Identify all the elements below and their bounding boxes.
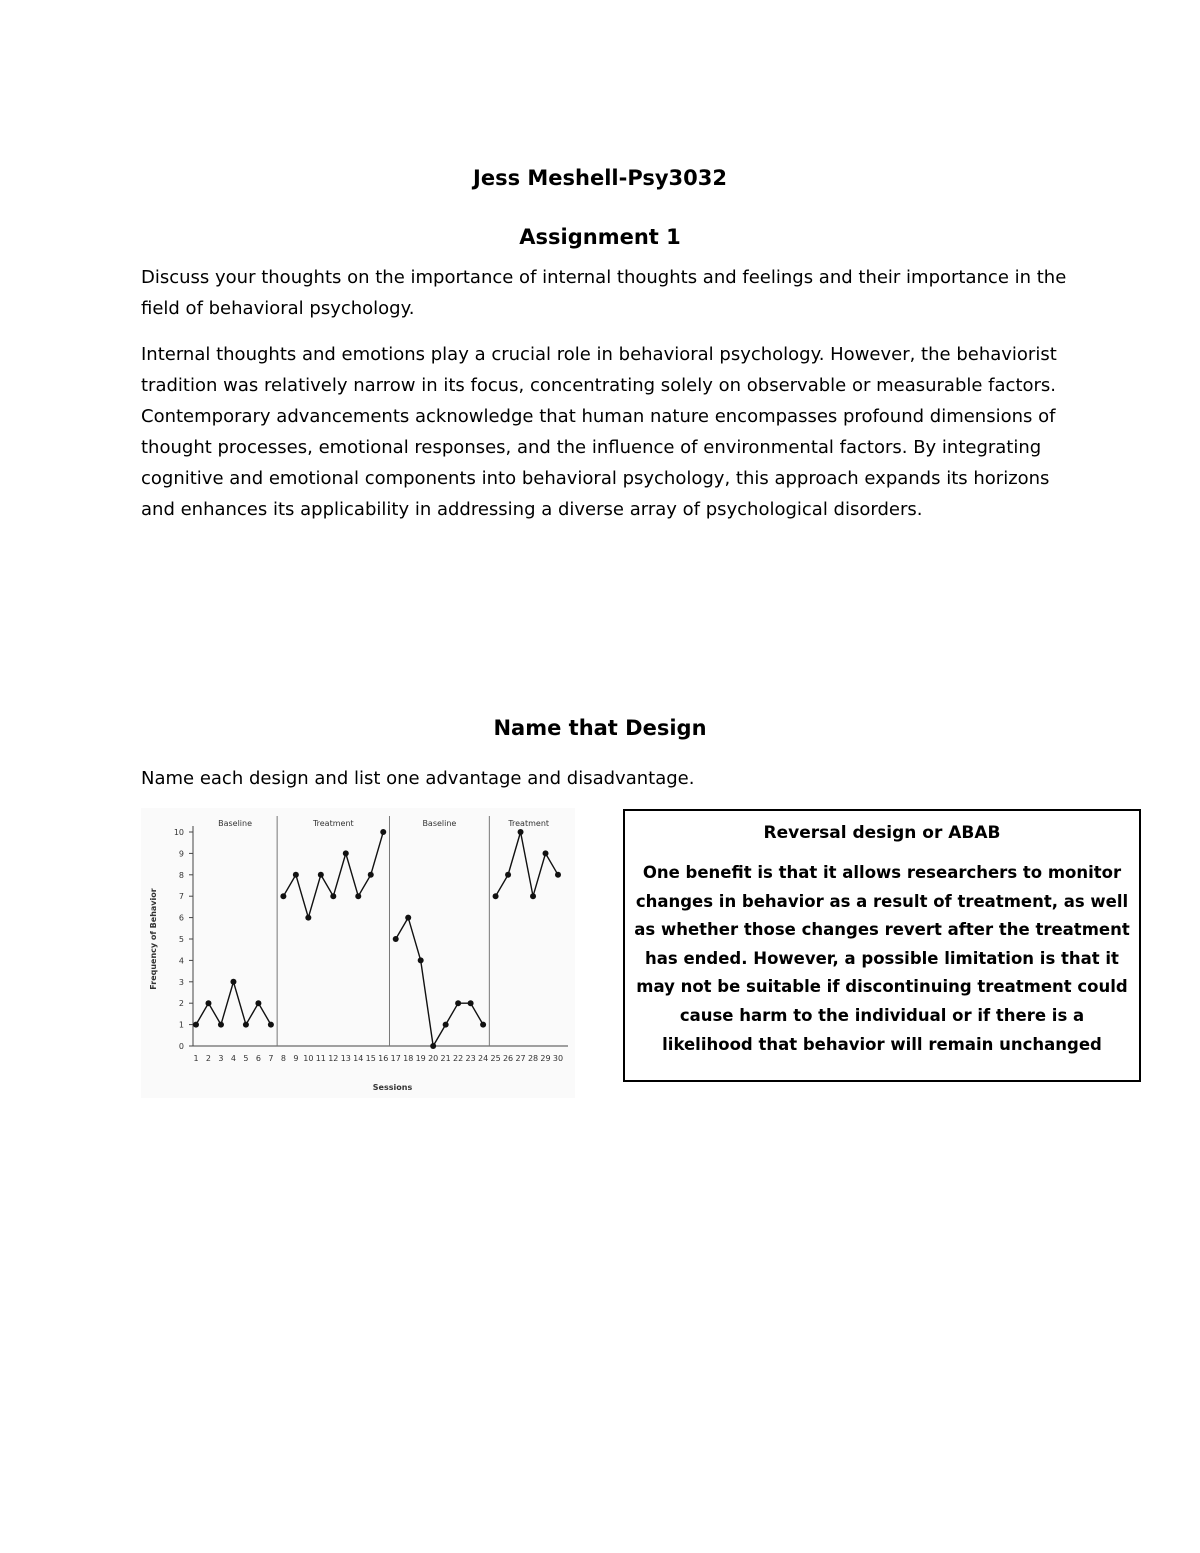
x-tick-label: 5 [243, 1054, 249, 1063]
y-tick-label: 10 [173, 828, 184, 837]
x-tick-label: 23 [465, 1054, 476, 1063]
chart-svg [141, 808, 575, 1098]
x-tick-label: 15 [365, 1054, 376, 1063]
data-point [330, 893, 336, 899]
data-point [293, 872, 299, 878]
y-tick-label: 2 [178, 999, 184, 1009]
x-tick-label: 16 [378, 1054, 389, 1063]
x-tick-label: 4 [230, 1054, 236, 1063]
x-tick-label: 29 [540, 1054, 551, 1063]
phase-series-line [396, 918, 483, 1046]
x-tick-label: 25 [490, 1054, 501, 1063]
abab-chart [141, 808, 575, 1098]
data-point [555, 872, 561, 878]
y-tick-label: 7 [178, 892, 184, 902]
data-point [193, 1022, 199, 1028]
assignment-title: Assignment 1 [519, 225, 681, 249]
data-point [393, 936, 399, 942]
x-tick-label: 18 [403, 1054, 414, 1063]
section-title: Name that Design [493, 716, 707, 740]
data-point [243, 1022, 249, 1028]
data-point [405, 915, 411, 921]
author-title: Jess Meshell-Psy3032 [473, 166, 727, 190]
x-tick-label: 17 [390, 1054, 401, 1063]
data-point [505, 872, 511, 878]
design-answer-box [623, 809, 1141, 1082]
x-tick-label: 30 [552, 1054, 564, 1063]
x-tick-label: 27 [515, 1054, 526, 1063]
data-point [305, 915, 311, 921]
x-tick-label: 19 [415, 1054, 426, 1063]
x-tick-label: 6 [255, 1054, 261, 1063]
x-tick-label: 22 [453, 1054, 464, 1063]
y-tick-label: 0 [178, 1042, 184, 1051]
y-tick-label: 4 [178, 956, 184, 966]
design-name: Reversal design or ABAB [763, 823, 1001, 843]
data-point [418, 957, 424, 963]
x-tick-label: 7 [268, 1054, 274, 1063]
data-point [455, 1000, 461, 1006]
data-point [380, 829, 386, 835]
data-point [443, 1022, 449, 1028]
data-point [205, 1000, 211, 1006]
y-tick-label: 1 [178, 1020, 184, 1030]
x-tick-label: 10 [303, 1054, 314, 1063]
y-axis-title: Frequency of Behavior [149, 888, 158, 990]
design-explanation: One benefit is that it allows researchers to monitor changes in behavior as a result of treatment, as well as whether those changes revert after the treatment has ended. However, a possible limitation is that it may not be suitable if discontinuing treatment could cause harm to the individual or if there is a likelihood that behavior will remain unchanged [634, 863, 1130, 1054]
x-tick-label: 13 [340, 1054, 351, 1063]
assignment-answer: Internal thoughts and emotions play a crucial role in behavioral psychology. However, the behaviorist tradition was relatively narrow in its focus, concentrating solely on observable or measurable factors. Contemporary advancements acknowledge that human nature encompasses profound dimensions of thought processes, emotional responses, and the influence of environmental factors. By integrating cognitive and emotional components into behavioral psychology, this approach expands its horizons and enhances its applicability in addressing a diverse array of psychological disorders. [141, 344, 1057, 520]
data-point [318, 872, 324, 878]
data-point [368, 872, 374, 878]
x-tick-label: 9 [293, 1054, 299, 1063]
data-point [543, 850, 549, 856]
data-point [530, 893, 536, 899]
x-tick-label: 2 [205, 1054, 212, 1063]
x-tick-label: 11 [315, 1054, 326, 1063]
assignment-prompt: Discuss your thoughts on the importance of internal thoughts and feelings and their importance in the field of behavioral psychology. [141, 267, 1067, 319]
x-tick-label: 21 [440, 1054, 451, 1063]
x-tick-label: 24 [478, 1054, 489, 1063]
data-point [430, 1043, 436, 1049]
y-tick-label: 8 [178, 870, 184, 880]
data-point [518, 829, 524, 835]
phase-label: Treatment [312, 819, 354, 828]
y-tick-label: 3 [178, 977, 184, 987]
phase-label: Baseline [218, 819, 253, 828]
phase-label: Baseline [422, 819, 457, 828]
data-point [343, 850, 349, 856]
data-point [280, 893, 286, 899]
x-axis-title: Sessions [372, 1083, 413, 1092]
data-point [255, 1000, 261, 1006]
data-point [355, 893, 361, 899]
section-instruction: Name each design and list one advantage and disadvantage. [141, 768, 695, 789]
data-point [268, 1022, 274, 1028]
x-tick-label: 14 [353, 1054, 364, 1063]
data-point [493, 893, 499, 899]
x-tick-label: 1 [193, 1054, 199, 1063]
phase-series-line [496, 832, 558, 896]
data-point [218, 1022, 224, 1028]
x-tick-label: 28 [527, 1054, 539, 1063]
y-tick-label: 9 [178, 849, 184, 859]
x-tick-label: 12 [328, 1054, 339, 1063]
x-tick-label: 20 [428, 1054, 439, 1063]
x-tick-label: 26 [502, 1054, 514, 1063]
data-point [230, 979, 236, 985]
y-tick-label: 5 [178, 935, 184, 944]
y-tick-label: 6 [178, 913, 184, 923]
x-tick-label: 3 [218, 1054, 224, 1063]
phase-label: Treatment [508, 819, 550, 828]
x-tick-label: 8 [280, 1054, 286, 1063]
data-point [480, 1022, 486, 1028]
data-point [468, 1000, 474, 1006]
